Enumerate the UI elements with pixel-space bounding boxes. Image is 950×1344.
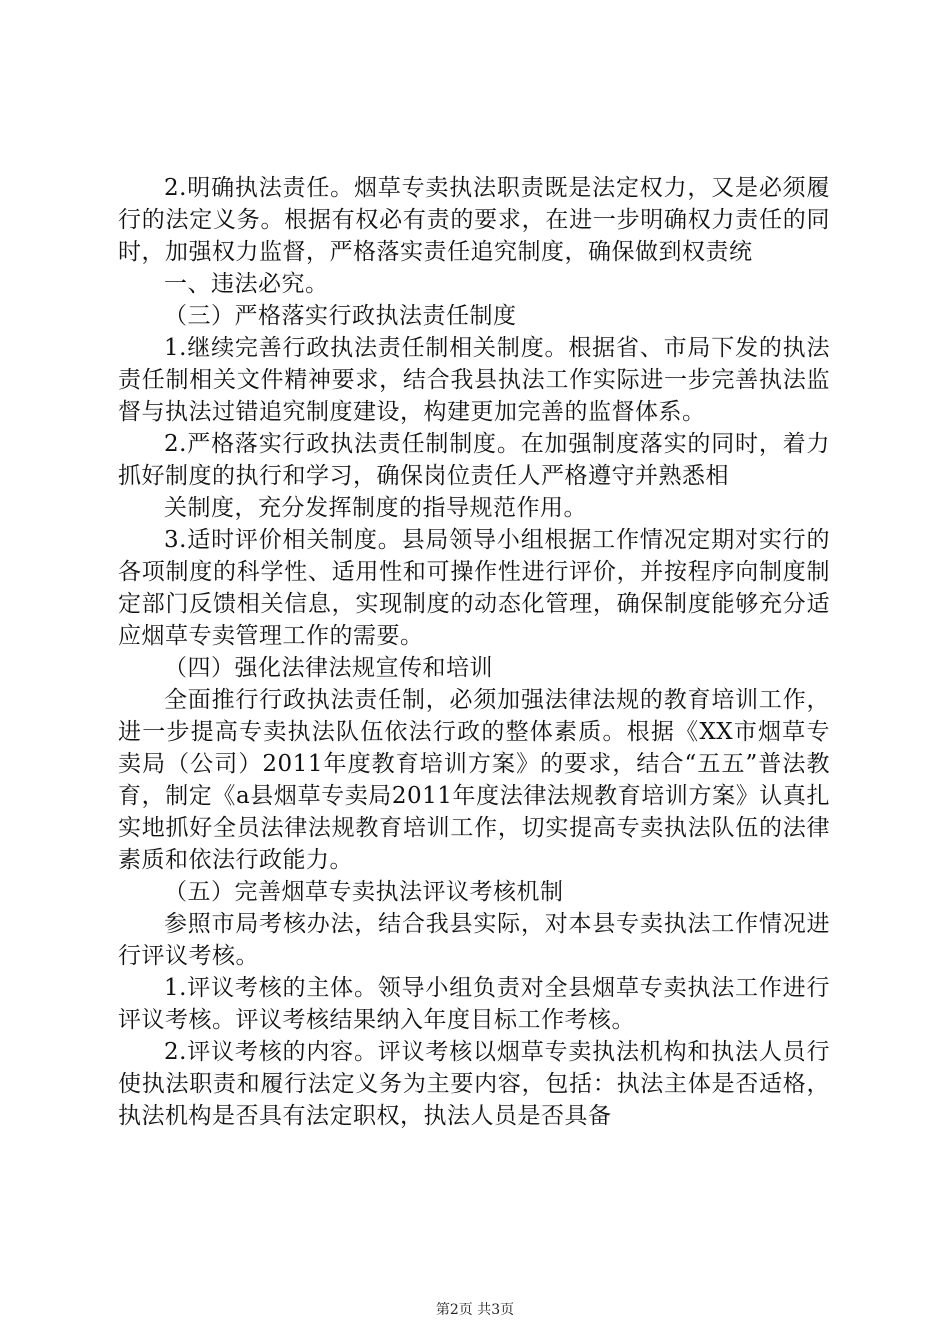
document-body [118, 172, 830, 1132]
paragraph-improve-system: 1.继续完善行政执法责任制相关制度。根据省、市局下发的执法责任制相关文件精神要求，结合我县执法工作实际进一步完善执法监督与执法过错追究制度建设，构建更加完善的监督体系。 [118, 335, 830, 425]
paragraph-assessment-method: 参照市局考核办法，结合我县实际，对本县专卖执法工作情况进行评议考核。 [118, 911, 830, 969]
paragraph-assessment-subject: 1.评议考核的主体。领导小组负责对全县烟草专卖执法工作进行评议考核。评议考核结果纳入年度目标工作考核。 [118, 975, 830, 1033]
section-heading-4: （四）强化法律法规宣传和培训 [164, 655, 493, 681]
section-heading-5: （五）完善烟草专卖执法评议考核机制 [164, 879, 564, 905]
paragraph-training: 全面推行行政执法责任制，必须加强法律法规的教育培训工作，进一步提高专卖执法队伍依法行政的整体素质。根据《XX市烟草专卖局（公司）2011年度教育培训方案》的要求，结合“五五”普法教育，制定《a县烟草专卖局2011年度法律法规教育培训方案》认真扎实地抓好全员法律法规教育培训工作，切实提高专卖执法队伍的法律素质和依法行政能力。 [118, 687, 830, 873]
page-footer: 第2页 共3页 [435, 1302, 515, 1318]
section-heading-3: （三）严格落实行政执法责任制度 [164, 303, 517, 329]
paragraph-violation-investigated: 一、违法必究。 [164, 271, 329, 297]
paragraph-implement-system: 2.严格落实行政执法责任制制度。在加强制度落实的同时，着力抓好制度的执行和学习，确保岗位责任人严格遵守并熟悉相 [118, 431, 830, 489]
paragraph-evaluate-system: 3.适时评价相关制度。县局领导小组根据工作情况定期对实行的各项制度的科学性、适用性和可操作性进行评价，并按程序向制度制定部门反馈相关信息，实现制度的动态化管理，确保制度能够充分适应烟草专卖管理工作的需要。 [118, 527, 830, 649]
paragraph-related-system: 关制度，充分发挥制度的指导规范作用。 [164, 495, 587, 521]
paragraph-assessment-content: 2.评议考核的内容。评议考核以烟草专卖执法机构和执法人员行使执法职责和履行法定义务为主要内容，包括：执法主体是否适格，执法机构是否具有法定职权，执法人员是否具备 [118, 1039, 830, 1129]
paragraph-clarify-responsibility: 2.明确执法责任。烟草专卖执法职责既是法定权力，又是必须履行的法定义务。根据有权必有责的要求，在进一步明确权力责任的同时，加强权力监督，严格落实责任追究制度，确保做到权责统 [118, 175, 830, 265]
